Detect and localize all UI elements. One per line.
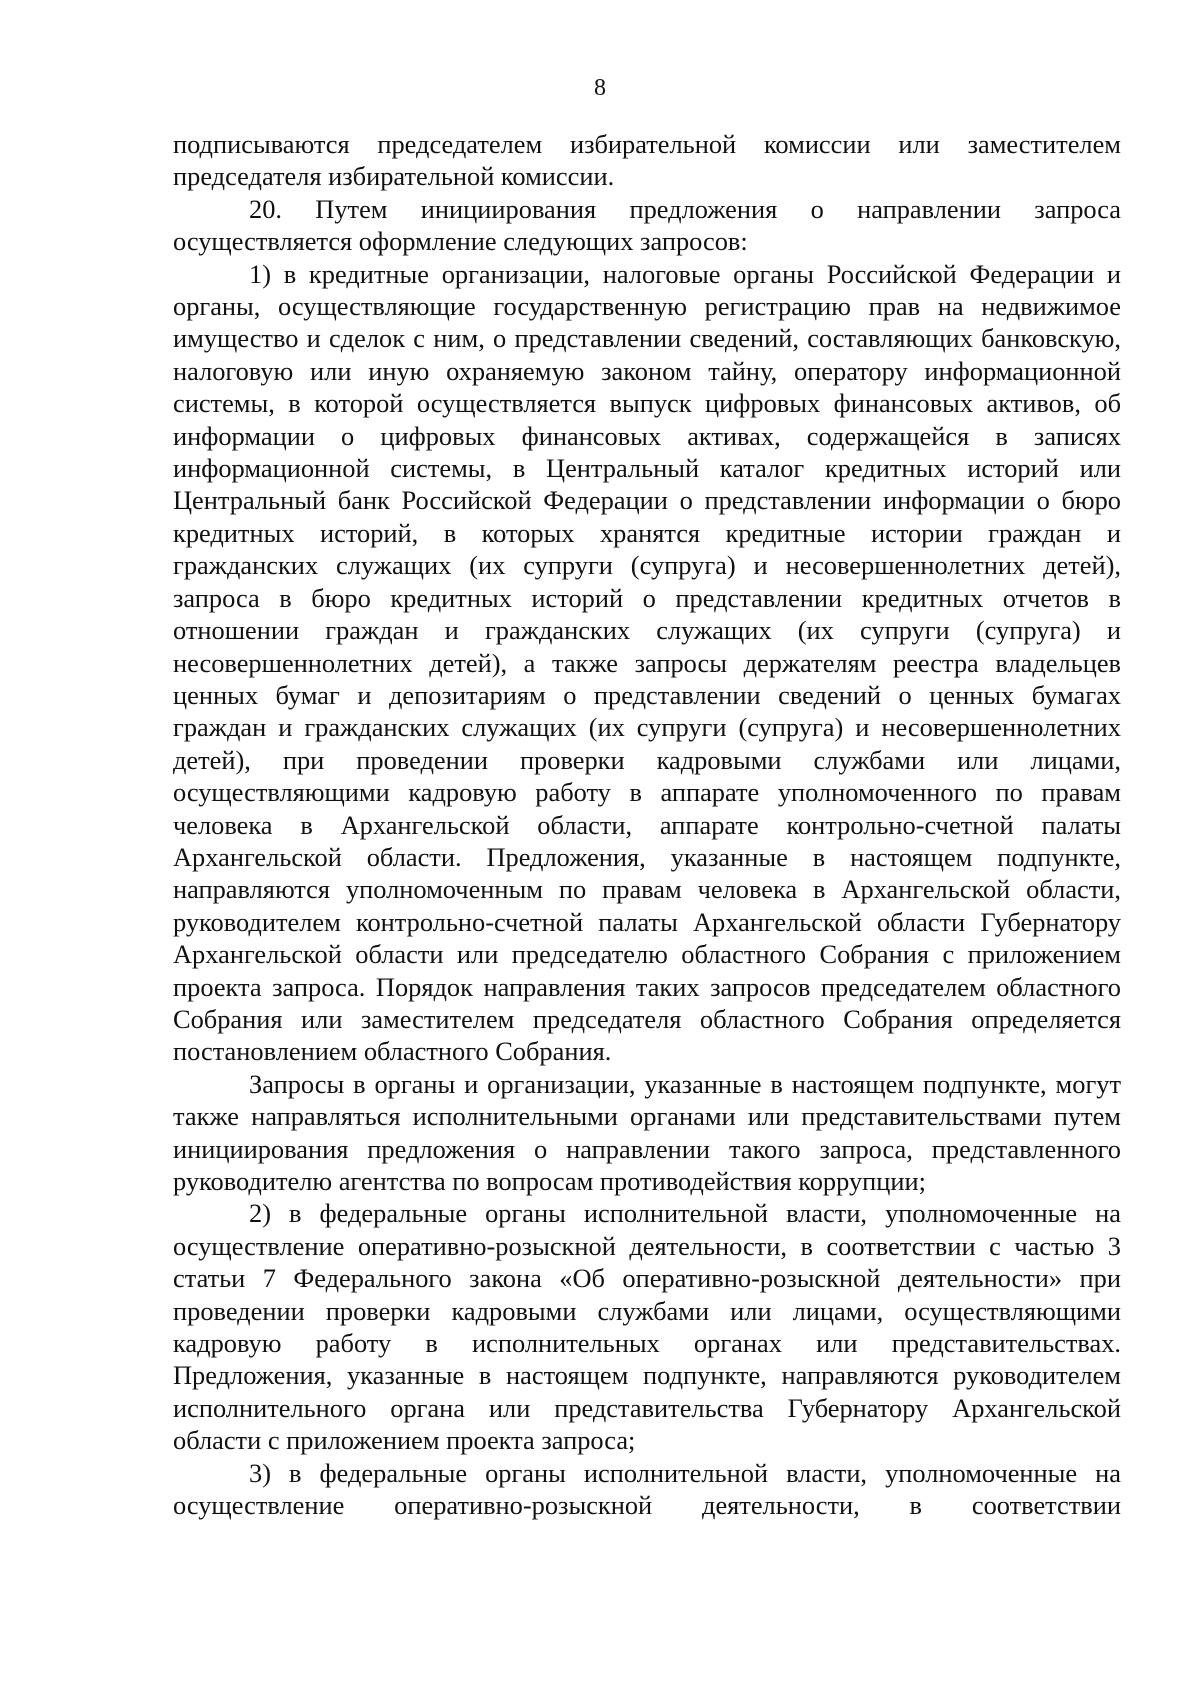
paragraph-item-20: 20. Путем инициирования предложения о направлении запроса осуществляется оформление следующих запросов: <box>173 193 1121 257</box>
paragraph-subitem-1-addendum: Запросы в органы и организации, указанные в настоящем подпункте, могут также направляться исполнительными органами или представительствами путем инициирования предложения о направлении такого запроса, представленного руководителю агентства по вопросам противодействия коррупции; <box>173 1068 1121 1196</box>
paragraph-subitem-2: 2) в федеральные органы исполнительной власти, уполномоченные на осуществление оперативно-розыскной деятельности, в соответствии с частью 3 статьи 7 Федерального закона «Об оперативно-розыскной деятельности» при проведении проверки кадровыми службами или лицами, осуществляющими кадровую работу в исполнительных органах или представительствах. Предложения, указанные в настоящем подпункте, направляются руководителем исполнительного органа или представительства Губернатору Архангельской области с приложением проекта запроса; <box>173 1198 1121 1456</box>
page-number: 8 <box>594 75 606 101</box>
document-body <box>173 128 1121 1521</box>
paragraph-continuation: подписываются председателем избирательной комиссии или заместителем председателя избирательной комиссии. <box>173 129 1121 192</box>
paragraph-subitem-1: 1) в кредитные организации, налоговые органы Российской Федерации и органы, осуществляющие государственную регистрацию прав на недвижимое имущество и сделок с ним, о представлении сведений, составляющих банковскую, налоговую или иную охраняемую законом тайну, оператору информационной системы, в которой осуществляется выпуск цифровых финансовых активов, об информации о цифровых финансовых активах, содержащейся в записях информационной системы, в Центральный каталог кредитных историй или Центральный банк Российской Федерации о представлении информации о бюро кредитных историй, в которых хранятся кредитные истории граждан и гражданских служащих (их супруги (супруга) и несовершеннолетних детей), запроса в бюро кредитных историй о представлении кредитных отчетов в отношении граждан и гражданских служащих (их супруги (супруга) и несовершеннолетних детей), а также запросы держателям реестра владельцев ценных бумаг и депозитариям о представлении сведений о ценных бумагах граждан и гражданских служащих (их супруги (супруга) и несовершеннолетних детей), при проведении проверки кадровыми службами или лицами, осуществляющими кадровую работу в аппарате уполномоченного по правам человека в Архангельской области, аппарате контрольно-счетной палаты Архангельской области. Предложения, указанные в настоящем подпункте, направляются уполномоченным по правам человека в Архангельской области, руководителем контрольно-счетной палаты Архангельской области Губернатору Архангельской области или председателю областного Собрания с приложением проекта запроса. Порядок направления таких запросов председателем областного Собрания или заместителем председателя областного Собрания определяется постановлением областного Собрания. <box>173 258 1121 1067</box>
paragraph-subitem-3: 3) в федеральные органы исполнительной власти, уполномоченные на осуществление оперативно-розыскной деятельности, в соответствии <box>173 1457 1121 1521</box>
